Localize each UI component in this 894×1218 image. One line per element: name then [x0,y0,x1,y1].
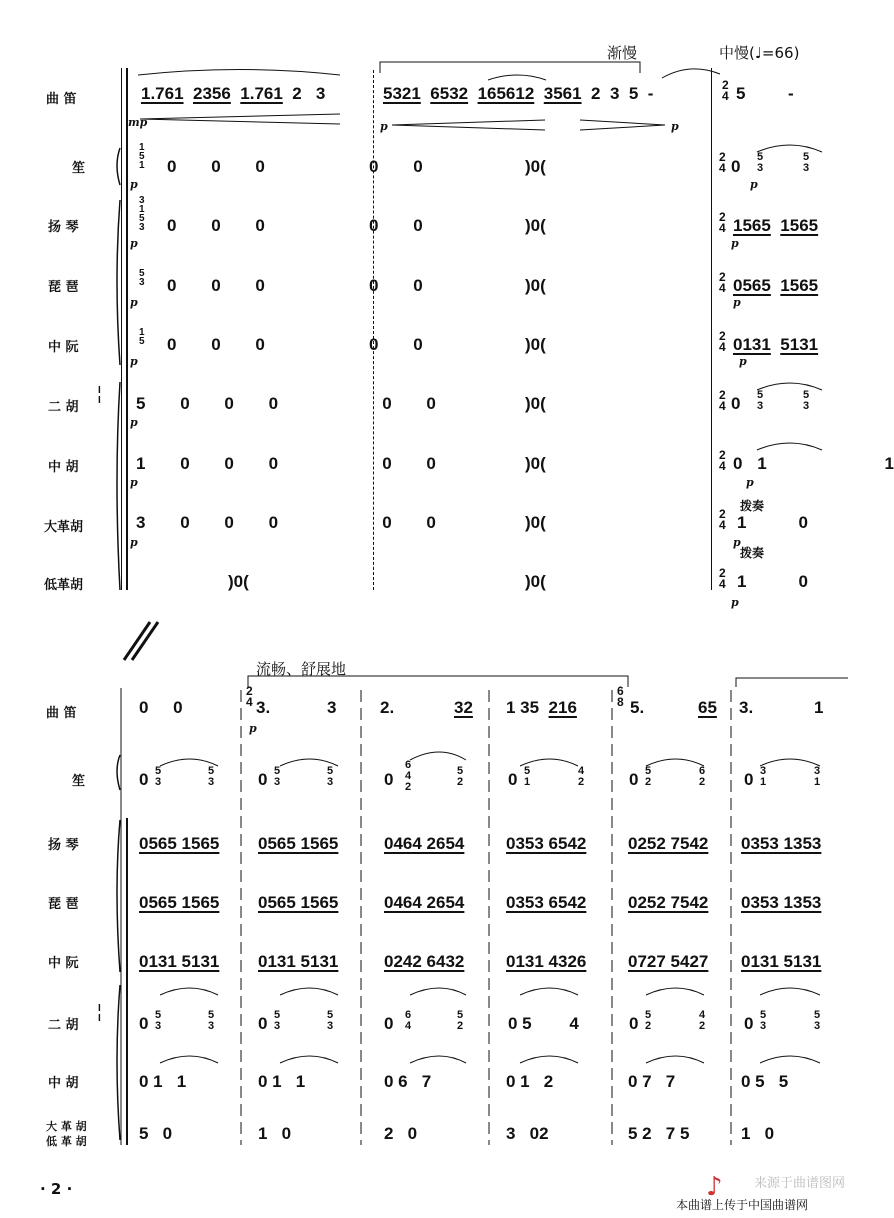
erhu2-c1: 5 3 [155,1009,162,1032]
m3-zhongruan: 0131 5131 [733,335,819,354]
sheng2-c4: 5 3 [327,765,334,788]
watermark: 来源于曲谱图网 [754,1176,846,1191]
dyn-mp: mp [128,116,148,129]
dizi2-m3a: 2. [380,698,395,717]
zr2-m5: 0727 5427 [628,952,709,971]
bs2-m4: 3 02 [506,1124,549,1143]
dyn-p-m3-zhonghu: p [746,476,754,489]
label-pipa: 琵 琶 [48,280,79,295]
page-number: · 2 · [40,1180,73,1198]
label-erhu: 二 胡 [48,400,79,415]
erhu2-c4: 5 3 [327,1009,334,1032]
dyn-p-zhongruan: p [130,355,138,368]
erhu2-c8: 4 2 [699,1009,706,1032]
ts-zhongruan: 2 4 [719,329,726,354]
dizi2-m1: 0 0 [139,698,183,717]
digehu-break: )0( [228,572,249,591]
sheng2-row5: 0 [629,770,639,789]
break-zhonghu: )0( [525,454,546,473]
erhu2-0a: 0 [139,1014,149,1033]
sheng2-c11: 3 1 [760,765,767,788]
sheng-rests: 0 0 0 0 0 [167,157,423,176]
break-erhu: )0( [525,394,546,413]
sheng2-c7: 5 1 [524,765,531,788]
label-sheng: 笙 [72,161,86,176]
dyn-p-sheng: p [130,178,138,191]
dizi2-m2a: 3. [256,698,271,717]
dyn-p-m3-dagehu: p [733,536,741,549]
yq2-m2: 0565 1565 [258,834,339,853]
zhongruan-chord-start: 1 5 [139,327,145,347]
label-yangqin: 扬 琴 [48,220,79,235]
yangqin-rests: 0 0 0 0 0 [167,216,423,235]
dyn2-p: p [249,722,257,735]
sheng-chord-start: 1 5 1 [139,142,145,171]
sheng2-c2: 5 3 [208,765,215,788]
label2-zhonghu: 中 胡 [48,1076,79,1091]
m3-sheng-c1: 5 3 [757,151,764,174]
m3-erhu: 0 [731,394,741,413]
zh2-m6: 0 5 5 [741,1072,789,1091]
sheng2-c9: 5 2 [645,765,652,788]
sheng2-c6: 5 2 [457,765,464,788]
sheng2-row3: 0 [384,770,394,789]
sheng2-c12: 3 1 [814,765,821,788]
m3-dagehu: 1 0 [737,513,808,532]
pipa-chord-start: 5 3 [139,268,145,288]
dyn-p-yangqin: p [130,237,138,250]
dyn-p-pipa: p [130,296,138,309]
yq2-m6: 0353 1353 [741,834,822,853]
m3-digehu: 1 0 [737,572,808,591]
pp2-m2: 0565 1565 [258,893,339,912]
label2-digehu: 低 革 胡 [46,1135,87,1148]
sheng2-row4: 0 [508,770,518,789]
ts-dizi2: 2 4 [246,684,253,709]
sheng2-c8: 4 2 [578,765,585,788]
erhu2-c7: 5 2 [645,1009,652,1032]
break-sheng: )0( [525,157,546,176]
label2-dagehu: 大 革 胡 [46,1120,87,1133]
tempo-marking: 中慢(♩=66) [719,44,800,62]
break-zhongruan: )0( [525,335,546,354]
zh2-m2: 0 1 1 [258,1072,306,1091]
erhu2-c6: 5 2 [457,1009,464,1032]
label2-sheng: 笙 [72,774,86,789]
zh2-m4: 0 1 2 [506,1072,554,1091]
erhu2-c2: 5 3 [208,1009,215,1032]
erhu2-c3: 5 3 [274,1009,281,1032]
dyn-p-m3-digehu: p [731,596,739,609]
pp2-m3: 0464 2654 [384,893,465,912]
dyn-p-1: p [380,120,388,133]
dizi2-m4: 1 35 216 [506,698,577,717]
ts-sheng: 2 4 [719,150,726,175]
zr2-m4: 0131 4326 [506,952,587,971]
zr2-m6: 0131 5131 [741,952,822,971]
yangqin-chord-start: 3 1 5 3 [139,195,145,233]
label-dagehu: 大革胡 [44,520,84,535]
zhonghu-rests: 1 0 0 0 0 0 [136,454,436,473]
bs2-m2: 1 0 [258,1124,292,1143]
bs2-m1: 5 0 [139,1124,173,1143]
dizi2-m3b: 32 [454,698,473,717]
label2-yangqin: 扬 琴 [48,838,79,853]
timesig-dizi: 2 4 [722,78,729,103]
pp2-m6: 0353 1353 [741,893,822,912]
dyn-p-m3-pipa: p [733,296,741,309]
erhu-rests: 5 0 0 0 0 0 [136,394,436,413]
m3-erhu-c2: 5 3 [803,389,810,412]
dizi-m3: 5 - [736,84,794,103]
pizz-2: 拨奏 [740,546,765,560]
zr2-m2: 0131 5131 [258,952,339,971]
m3-erhu-c1: 5 3 [757,389,764,412]
pipa-rests: 0 0 0 0 0 [167,276,423,295]
label-zhongruan: 中 阮 [48,340,79,355]
dyn-p-2: p [671,120,679,133]
m3-sheng-c2: 5 3 [803,151,810,174]
label2-pipa: 琵 琶 [48,897,79,912]
bs2-m3: 2 0 [384,1124,418,1143]
dyn-p-m3-zhongruan: p [739,355,747,368]
dyn-p-zhonghu: p [130,476,138,489]
tempo-rit: 渐慢 [607,44,638,62]
label2-erhu-parts: I I [98,1003,101,1024]
yq2-m3: 0464 2654 [384,834,465,853]
sheng2-row6: 0 [744,770,754,789]
ts-dizi2-b: 6 8 [617,684,624,709]
zh2-m5: 0 7 7 [628,1072,676,1091]
sheng2-c3: 5 3 [274,765,281,788]
bs2-m5: 5 2 7 5 [628,1124,690,1143]
label2-zhongruan: 中 阮 [48,956,79,971]
label-erhu-parts: I I [98,385,101,406]
erhu2-0c: 0 [384,1014,394,1033]
pizz-1: 拨奏 [740,499,765,513]
erhu2-c5: 6 4 [405,1009,412,1032]
break-pipa: )0( [525,276,546,295]
pp2-m4: 0353 6542 [506,893,587,912]
dizi2-m5a: 5. [630,698,645,717]
label-dizi: 曲 笛 [46,92,77,107]
sheng2-c: 5 3 [155,765,162,788]
pp2-m1: 0565 1565 [139,893,220,912]
dagehu-rests: 3 0 0 0 0 0 [136,513,436,532]
ts-yangqin: 2 4 [719,210,726,235]
zh2-m3: 0 6 7 [384,1072,432,1091]
source-credit: 本曲谱上传于中国曲谱网 [676,1198,809,1212]
erhu2-0d: 0 5 4 [508,1014,579,1033]
dyn-p-dagehu: p [130,536,138,549]
music-logo-icon: ♪ [706,1172,723,1202]
dizi2-m6b: 1 [814,698,824,717]
zr2-m3: 0242 6432 [384,952,465,971]
zh2-m1: 0 1 1 [139,1072,187,1091]
ts-pipa: 2 4 [719,270,726,295]
yq2-m5: 0252 7542 [628,834,709,853]
erhu2-c10: 5 3 [814,1009,821,1032]
label-zhonghu: 中 胡 [48,460,79,475]
erhu2-c9: 5 3 [760,1009,767,1032]
ts-zhonghu: 2 4 [719,448,726,473]
yq2-m4: 0353 6542 [506,834,587,853]
dyn-p-m3-sheng: p [750,178,758,191]
sheng2-c5: 6 4 2 [405,759,412,793]
dizi2-m2b: 3 [327,698,337,717]
zhongruan-rests: 0 0 0 0 0 [167,335,423,354]
dyn-p-m3-yangqin: p [731,237,739,250]
label2-dizi: 曲 笛 [46,706,77,721]
sheng2-row2: 0 [258,770,268,789]
m3-zhonghu: 0 1 1 [733,454,894,473]
expression-marking: 流畅、舒展地 [256,660,347,678]
m3-pipa: 0565 1565 [733,276,819,295]
sheng2-row: 0 [139,770,149,789]
dyn-p-erhu: p [130,416,138,429]
m3-yangqin: 1565 1565 [733,216,819,235]
m3-sheng: 0 [731,157,741,176]
dizi2-m5b: 65 [698,698,717,717]
dizi-m2: 5321 6532 165612 3561 2 3 5 - [383,84,654,103]
zr2-m1: 0131 5131 [139,952,220,971]
label-digehu: 低革胡 [44,578,84,593]
bs2-m6: 1 0 [741,1124,775,1143]
label2-erhu: 二 胡 [48,1018,79,1033]
yq2-m1: 0565 1565 [139,834,220,853]
dizi-m1: 1.761 2356 1.761 2 3 [141,84,326,103]
ts-digehu: 2 4 [719,566,726,591]
ts-dagehu: 2 4 [719,507,726,532]
erhu2-0e: 0 [629,1014,639,1033]
erhu2-0b: 0 [258,1014,268,1033]
erhu2-0f: 0 [744,1014,754,1033]
break-digehu: )0( [525,572,546,591]
break-dagehu: )0( [525,513,546,532]
pp2-m5: 0252 7542 [628,893,709,912]
sheng2-c10: 6 2 [699,765,706,788]
break-yangqin: )0( [525,216,546,235]
dizi2-m6a: 3. [739,698,754,717]
ts-erhu: 2 4 [719,388,726,413]
